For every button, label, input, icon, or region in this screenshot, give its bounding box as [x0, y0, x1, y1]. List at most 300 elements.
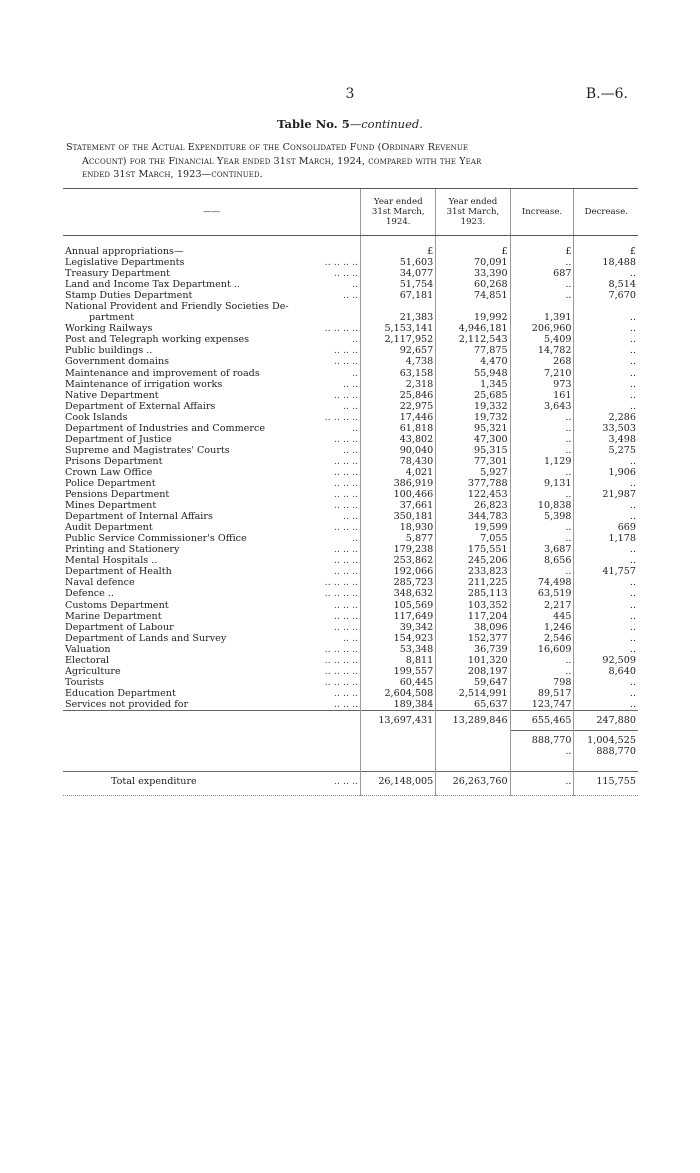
- cell-1923: 211,225: [436, 577, 510, 588]
- table-row: [63, 555, 638, 566]
- cell-1924: 386,919: [361, 478, 436, 489]
- net-1923: [436, 746, 510, 757]
- total-leader-dots: .. .. ..: [333, 776, 359, 788]
- row-label-text: Department of Health: [65, 566, 172, 578]
- row-leader-dots: .. .. ..: [333, 698, 359, 710]
- cell-increase: 8,656: [510, 555, 574, 566]
- row-label: [63, 688, 361, 699]
- row-leader-dots: .. .. .. ..: [324, 577, 359, 589]
- table-row: [63, 356, 638, 367]
- row-label: [63, 566, 361, 577]
- currency-increase: £: [510, 246, 574, 257]
- spacer-row: [63, 757, 638, 772]
- row-leader-dots: .. .. ..: [333, 455, 359, 467]
- row-label: [63, 412, 361, 423]
- cell-decrease: ..: [574, 688, 638, 699]
- net-1924: [361, 731, 436, 747]
- row-leader-dots: ..: [352, 533, 359, 545]
- cell-1923: 77,875: [436, 345, 510, 356]
- table-row: [63, 279, 638, 290]
- spacer-cell: [436, 757, 510, 772]
- row-leader-dots: .. .. ..: [333, 466, 359, 478]
- cell-1923: 117,204: [436, 611, 510, 622]
- row-label: [63, 379, 361, 390]
- total-1924: 26,148,005: [361, 772, 436, 792]
- row-label: [63, 356, 361, 367]
- table-row: [63, 511, 638, 522]
- cell-increase: ..: [510, 412, 574, 423]
- cell-1924: 4,738: [361, 356, 436, 367]
- row-label: [63, 467, 361, 478]
- row-label-text: Stamp Duties Department: [65, 290, 193, 302]
- cell-1924: 63,158: [361, 368, 436, 379]
- table-body: [63, 236, 638, 796]
- row-label: [63, 633, 361, 644]
- header-decrease: Decrease.: [574, 189, 638, 236]
- cell-1923: 47,300: [436, 434, 510, 445]
- cell-1924: 51,754: [361, 279, 436, 290]
- cell-increase: 1,129: [510, 456, 574, 467]
- cell-1924: 5,153,141: [361, 323, 436, 334]
- table-row: [63, 611, 638, 622]
- row-label: [63, 279, 361, 290]
- spacer-row: [63, 236, 638, 247]
- cell-increase: ..: [510, 279, 574, 290]
- row-leader-dots: .. .. ..: [333, 599, 359, 611]
- cell-1923: 208,197: [436, 666, 510, 677]
- row-label-text: Public buildings ..: [65, 345, 153, 357]
- row-leader-dots: .. ..: [342, 444, 359, 456]
- cell-decrease: ..: [574, 500, 638, 511]
- currency-decrease: £: [574, 246, 638, 257]
- row-label-text: Department of Justice: [65, 433, 172, 445]
- row-label: [63, 522, 361, 533]
- cell-decrease: ..: [574, 268, 638, 279]
- row-label-text: Working Railways: [65, 323, 153, 335]
- row-label-text: partment: [89, 312, 135, 324]
- total-label: [63, 772, 361, 792]
- cell-1924: 189,384: [361, 699, 436, 711]
- cell-1923: 175,551: [436, 544, 510, 555]
- subtotal-row: [63, 710, 638, 730]
- row-label-text: Electoral: [65, 654, 110, 666]
- cell-decrease: ..: [574, 390, 638, 401]
- cell-decrease: 669: [574, 522, 638, 533]
- cell-1924: 18,930: [361, 522, 436, 533]
- end-rule-row: [63, 791, 638, 796]
- cell-1923: 152,377: [436, 633, 510, 644]
- table-row: [63, 644, 638, 655]
- cell-increase: ..: [510, 467, 574, 478]
- cell-decrease: 92,509: [574, 655, 638, 666]
- cell-1924: 61,818: [361, 423, 436, 434]
- row-label-text: Department of Internal Affairs: [65, 511, 213, 523]
- row-leader-dots: .. ..: [342, 378, 359, 390]
- cell-increase: ..: [510, 445, 574, 456]
- table-row: [63, 390, 638, 401]
- table-row: [63, 379, 638, 390]
- row-label-text: Marine Department: [65, 610, 162, 622]
- expenditure-table: [63, 188, 638, 796]
- row-leader-dots: ..: [352, 422, 359, 434]
- net-increase: 888,770: [510, 731, 574, 747]
- table-row: [63, 544, 638, 555]
- row-leader-dots: .. .. .. ..: [324, 676, 359, 688]
- row-leader-dots: .. .. ..: [333, 544, 359, 556]
- net-row: [63, 746, 638, 757]
- table-row: [63, 666, 638, 677]
- cell-increase: 16,609: [510, 644, 574, 655]
- row-leader-dots: .. ..: [342, 632, 359, 644]
- cell-1924: 22,975: [361, 401, 436, 412]
- currency-1924: £: [361, 246, 436, 257]
- page-number: 3: [345, 86, 355, 102]
- row-leader-dots: .. .. .. ..: [324, 588, 359, 600]
- cell-decrease: ..: [574, 356, 638, 367]
- cell-decrease: 3,498: [574, 434, 638, 445]
- cell-1924: 21,383: [361, 312, 436, 323]
- row-label: [63, 334, 361, 345]
- row-label-text: Tourists: [65, 676, 104, 688]
- row-label-text: Agriculture: [65, 665, 121, 677]
- cell-1924: 2,318: [361, 379, 436, 390]
- cell-decrease: ..: [574, 401, 638, 412]
- row-label: [63, 500, 361, 511]
- cell-1923: 70,091: [436, 257, 510, 268]
- subtotal-1924: 13,697,431: [361, 710, 436, 730]
- row-label: [63, 257, 361, 268]
- row-label: [63, 323, 361, 334]
- cell-decrease: 8,640: [574, 666, 638, 677]
- row-label-text: Government domains: [65, 356, 170, 368]
- row-leader-dots: .. .. ..: [333, 268, 359, 280]
- cell-1924: 5,877: [361, 533, 436, 544]
- section-row: [63, 246, 638, 257]
- cell-1923: 2,112,543: [436, 334, 510, 345]
- header-row: [63, 189, 638, 236]
- cell-increase: [510, 301, 574, 312]
- cell-1923: 233,823: [436, 566, 510, 577]
- net-1923: [436, 731, 510, 747]
- cell-increase: 5,409: [510, 334, 574, 345]
- cell-1924: 43,802: [361, 434, 436, 445]
- cell-decrease: 2,286: [574, 412, 638, 423]
- cell-1924: 51,603: [361, 257, 436, 268]
- header-increase: Increase.: [510, 189, 574, 236]
- row-label: [63, 699, 361, 711]
- cell-decrease: 33,503: [574, 423, 638, 434]
- cell-1923: 77,301: [436, 456, 510, 467]
- net-row: [63, 731, 638, 747]
- cell-1923: 19,332: [436, 401, 510, 412]
- cell-increase: ..: [510, 257, 574, 268]
- cell-increase: 123,747: [510, 699, 574, 711]
- cell-1923: 36,739: [436, 644, 510, 655]
- row-label: [63, 644, 361, 655]
- cell-1924: 253,862: [361, 555, 436, 566]
- table-row: [63, 323, 638, 334]
- table-title-suffix: —continued.: [349, 117, 423, 131]
- cell-1924: [361, 301, 436, 312]
- subtotal-label: [63, 710, 361, 730]
- cell-1923: 377,788: [436, 478, 510, 489]
- cell-1924: 17,446: [361, 412, 436, 423]
- statement-line-1: Statement of the Actual Expenditure of the Consolidated Fund (Ordinary Revenue: [66, 142, 469, 153]
- cell-decrease: ..: [574, 611, 638, 622]
- cell-1924: 348,632: [361, 588, 436, 599]
- row-leader-dots: .. .. ..: [333, 555, 359, 567]
- table-row: [63, 423, 638, 434]
- row-label-text: Native Department: [65, 389, 159, 401]
- cell-increase: 9,131: [510, 478, 574, 489]
- cell-decrease: ..: [574, 379, 638, 390]
- cell-1923: 26,823: [436, 500, 510, 511]
- total-decrease: 115,755: [574, 772, 638, 792]
- cell-decrease: 21,987: [574, 489, 638, 500]
- row-leader-dots: .. .. .. ..: [324, 643, 359, 655]
- cell-increase: 973: [510, 379, 574, 390]
- cell-decrease: ..: [574, 677, 638, 688]
- subtotal-1923: 13,289,846: [436, 710, 510, 730]
- cell-decrease: ..: [574, 577, 638, 588]
- cell-decrease: ..: [574, 368, 638, 379]
- total-1923: 26,263,760: [436, 772, 510, 792]
- row-label-text: Mental Hospitals ..: [65, 555, 158, 567]
- row-label-text: Customs Department: [65, 599, 169, 611]
- cell-1923: 4,946,181: [436, 323, 510, 334]
- cell-1923: 19,599: [436, 522, 510, 533]
- statement-line-3: ended 31st March, 1923—continued.: [82, 169, 263, 180]
- table-row: [63, 268, 638, 279]
- row-label-text: Naval defence: [65, 577, 135, 589]
- table-row: [63, 489, 638, 500]
- row-label: [63, 290, 361, 301]
- cell-1923: 60,268: [436, 279, 510, 290]
- cell-increase: 63,519: [510, 588, 574, 599]
- cell-1924: 154,923: [361, 633, 436, 644]
- cell-1924: 285,723: [361, 577, 436, 588]
- table-row: [63, 566, 638, 577]
- cell-increase: ..: [510, 489, 574, 500]
- net-increase: ..: [510, 746, 574, 757]
- row-leader-dots: .. .. ..: [333, 566, 359, 578]
- cell-increase: 2,546: [510, 633, 574, 644]
- end-rule-cell: [436, 791, 510, 796]
- spacer-cell: [574, 757, 638, 772]
- end-rule-cell: [63, 791, 361, 796]
- row-leader-dots: .. .. ..: [333, 433, 359, 445]
- row-label: [63, 533, 361, 544]
- cell-decrease: 1,178: [574, 533, 638, 544]
- row-label-text: Public Service Commissioner's Office: [65, 533, 247, 545]
- row-label: [63, 301, 361, 312]
- row-leader-dots: .. .. ..: [333, 477, 359, 489]
- row-leader-dots: .. .. .. ..: [324, 411, 359, 423]
- cell-increase: 3,687: [510, 544, 574, 555]
- cell-1924: 8,811: [361, 655, 436, 666]
- row-label-text: National Provident and Friendly Societies De-: [65, 301, 289, 313]
- row-leader-dots: ..: [352, 367, 359, 379]
- cell-1923: 5,927: [436, 467, 510, 478]
- row-leader-dots: .. .. ..: [333, 389, 359, 401]
- cell-increase: 14,782: [510, 345, 574, 356]
- cell-1924: 179,238: [361, 544, 436, 555]
- cell-increase: 74,498: [510, 577, 574, 588]
- row-label: [63, 456, 361, 467]
- table-row: [63, 301, 638, 312]
- table-row: [63, 312, 638, 323]
- row-leader-dots: .. .. .. ..: [324, 257, 359, 269]
- row-label-text: Police Department: [65, 477, 156, 489]
- cell-1923: 74,851: [436, 290, 510, 301]
- row-leader-dots: .. ..: [342, 400, 359, 412]
- table-row: [63, 456, 638, 467]
- row-label-text: Mines Department: [65, 500, 157, 512]
- row-label: [63, 511, 361, 522]
- cell-decrease: ..: [574, 633, 638, 644]
- cell-increase: 3,643: [510, 401, 574, 412]
- table-title-main: Table No. 5: [277, 117, 350, 131]
- spacer-cell: [361, 757, 436, 772]
- row-label-text: Defence ..: [65, 588, 114, 600]
- row-label-text: Maintenance and improvement of roads: [65, 367, 260, 379]
- cell-1923: 7,055: [436, 533, 510, 544]
- cell-1924: 117,649: [361, 611, 436, 622]
- row-label-text: Crown Law Office: [65, 466, 153, 478]
- row-label-text: Maintenance of irrigation works: [65, 378, 223, 390]
- cell-1923: 19,732: [436, 412, 510, 423]
- row-label-text: Printing and Stationery: [65, 544, 180, 556]
- cell-1924: 78,430: [361, 456, 436, 467]
- table-row: [63, 290, 638, 301]
- cell-increase: 89,517: [510, 688, 574, 699]
- subtotal-decrease: 247,880: [574, 710, 638, 730]
- row-label-text: Department of Industries and Commerce: [65, 422, 265, 434]
- cell-decrease: ..: [574, 588, 638, 599]
- net-decrease: 1,004,525: [574, 731, 638, 747]
- cell-1923: [436, 301, 510, 312]
- row-leader-dots: .. .. ..: [333, 345, 359, 357]
- row-label: [63, 677, 361, 688]
- cell-1923: 285,113: [436, 588, 510, 599]
- cell-1924: 39,342: [361, 622, 436, 633]
- statement-line-2: Account) for the Financial Year ended 31st March, 1924, compared with the Year: [82, 155, 482, 167]
- net-1924: [361, 746, 436, 757]
- cell-decrease: 5,275: [574, 445, 638, 456]
- cell-decrease: 41,757: [574, 566, 638, 577]
- cell-increase: ..: [510, 655, 574, 666]
- cell-1923: 19,992: [436, 312, 510, 323]
- row-label: [63, 544, 361, 555]
- spacer-cell: [510, 757, 574, 772]
- table-row: [63, 533, 638, 544]
- cell-decrease: ..: [574, 622, 638, 633]
- cell-increase: 10,838: [510, 500, 574, 511]
- cell-increase: 161: [510, 390, 574, 401]
- table-row: [63, 522, 638, 533]
- cell-increase: 1,391: [510, 312, 574, 323]
- row-label-text: Prisons Department: [65, 455, 163, 467]
- row-label: [63, 478, 361, 489]
- row-label: [63, 390, 361, 401]
- cell-increase: 1,246: [510, 622, 574, 633]
- cell-1924: 34,077: [361, 268, 436, 279]
- cell-decrease: 7,670: [574, 290, 638, 301]
- cell-decrease: 1,906: [574, 467, 638, 478]
- table-row: [63, 434, 638, 445]
- row-leader-dots: ..: [352, 279, 359, 291]
- cell-1924: 90,040: [361, 445, 436, 456]
- row-leader-dots: .. .. ..: [333, 610, 359, 622]
- header-year-1924: Year ended 31st March, 1924.: [361, 189, 436, 236]
- row-label-text: Treasury Department: [65, 268, 171, 280]
- table-row: [63, 467, 638, 478]
- table-row: [63, 588, 638, 599]
- row-label: [63, 655, 361, 666]
- cell-decrease: ..: [574, 456, 638, 467]
- table-row: [63, 334, 638, 345]
- row-label-text: Land and Income Tax Department ..: [65, 279, 240, 291]
- net-label: [63, 746, 361, 757]
- cell-increase: 2,217: [510, 600, 574, 611]
- table-row: [63, 478, 638, 489]
- section-label: Annual appropriations—: [65, 246, 184, 257]
- cell-1923: 59,647: [436, 677, 510, 688]
- table-row: [63, 633, 638, 644]
- header-blank: ——: [63, 189, 361, 236]
- row-label-text: Supreme and Magistrates' Courts: [65, 444, 230, 456]
- cell-1923: 1,345: [436, 379, 510, 390]
- end-rule-cell: [510, 791, 574, 796]
- cell-1923: 344,783: [436, 511, 510, 522]
- row-label-text: Cook Islands: [65, 411, 128, 423]
- document-reference: B.—6.: [585, 86, 628, 102]
- row-leader-dots: .. .. .. ..: [324, 323, 359, 335]
- cell-increase: 798: [510, 677, 574, 688]
- row-leader-dots: .. .. ..: [333, 500, 359, 512]
- cell-increase: 5,398: [510, 511, 574, 522]
- row-label-text: Post and Telegraph working expenses: [65, 334, 250, 346]
- cell-decrease: ..: [574, 511, 638, 522]
- cell-1923: 95,321: [436, 423, 510, 434]
- cell-increase: ..: [510, 423, 574, 434]
- row-label: [63, 588, 361, 599]
- cell-1924: 53,348: [361, 644, 436, 655]
- table-row: [63, 368, 638, 379]
- cell-1924: 192,066: [361, 566, 436, 577]
- cell-increase: ..: [510, 666, 574, 677]
- cell-1923: 103,352: [436, 600, 510, 611]
- cell-1924: 37,661: [361, 500, 436, 511]
- cell-1923: 25,685: [436, 390, 510, 401]
- cell-increase: 445: [510, 611, 574, 622]
- table-row: [63, 688, 638, 699]
- cell-1924: 350,181: [361, 511, 436, 522]
- net-decrease: 888,770: [574, 746, 638, 757]
- cell-decrease: ..: [574, 555, 638, 566]
- cell-decrease: ..: [574, 312, 638, 323]
- cell-decrease: ..: [574, 600, 638, 611]
- table-row: [63, 622, 638, 633]
- cell-1924: 92,657: [361, 345, 436, 356]
- row-label: [63, 622, 361, 633]
- currency-1923: £: [436, 246, 510, 257]
- row-label-text: Department of External Affairs: [65, 400, 216, 412]
- row-leader-dots: .. .. ..: [333, 356, 359, 368]
- row-leader-dots: ..: [352, 334, 359, 346]
- table-row: [63, 401, 638, 412]
- row-label: [63, 600, 361, 611]
